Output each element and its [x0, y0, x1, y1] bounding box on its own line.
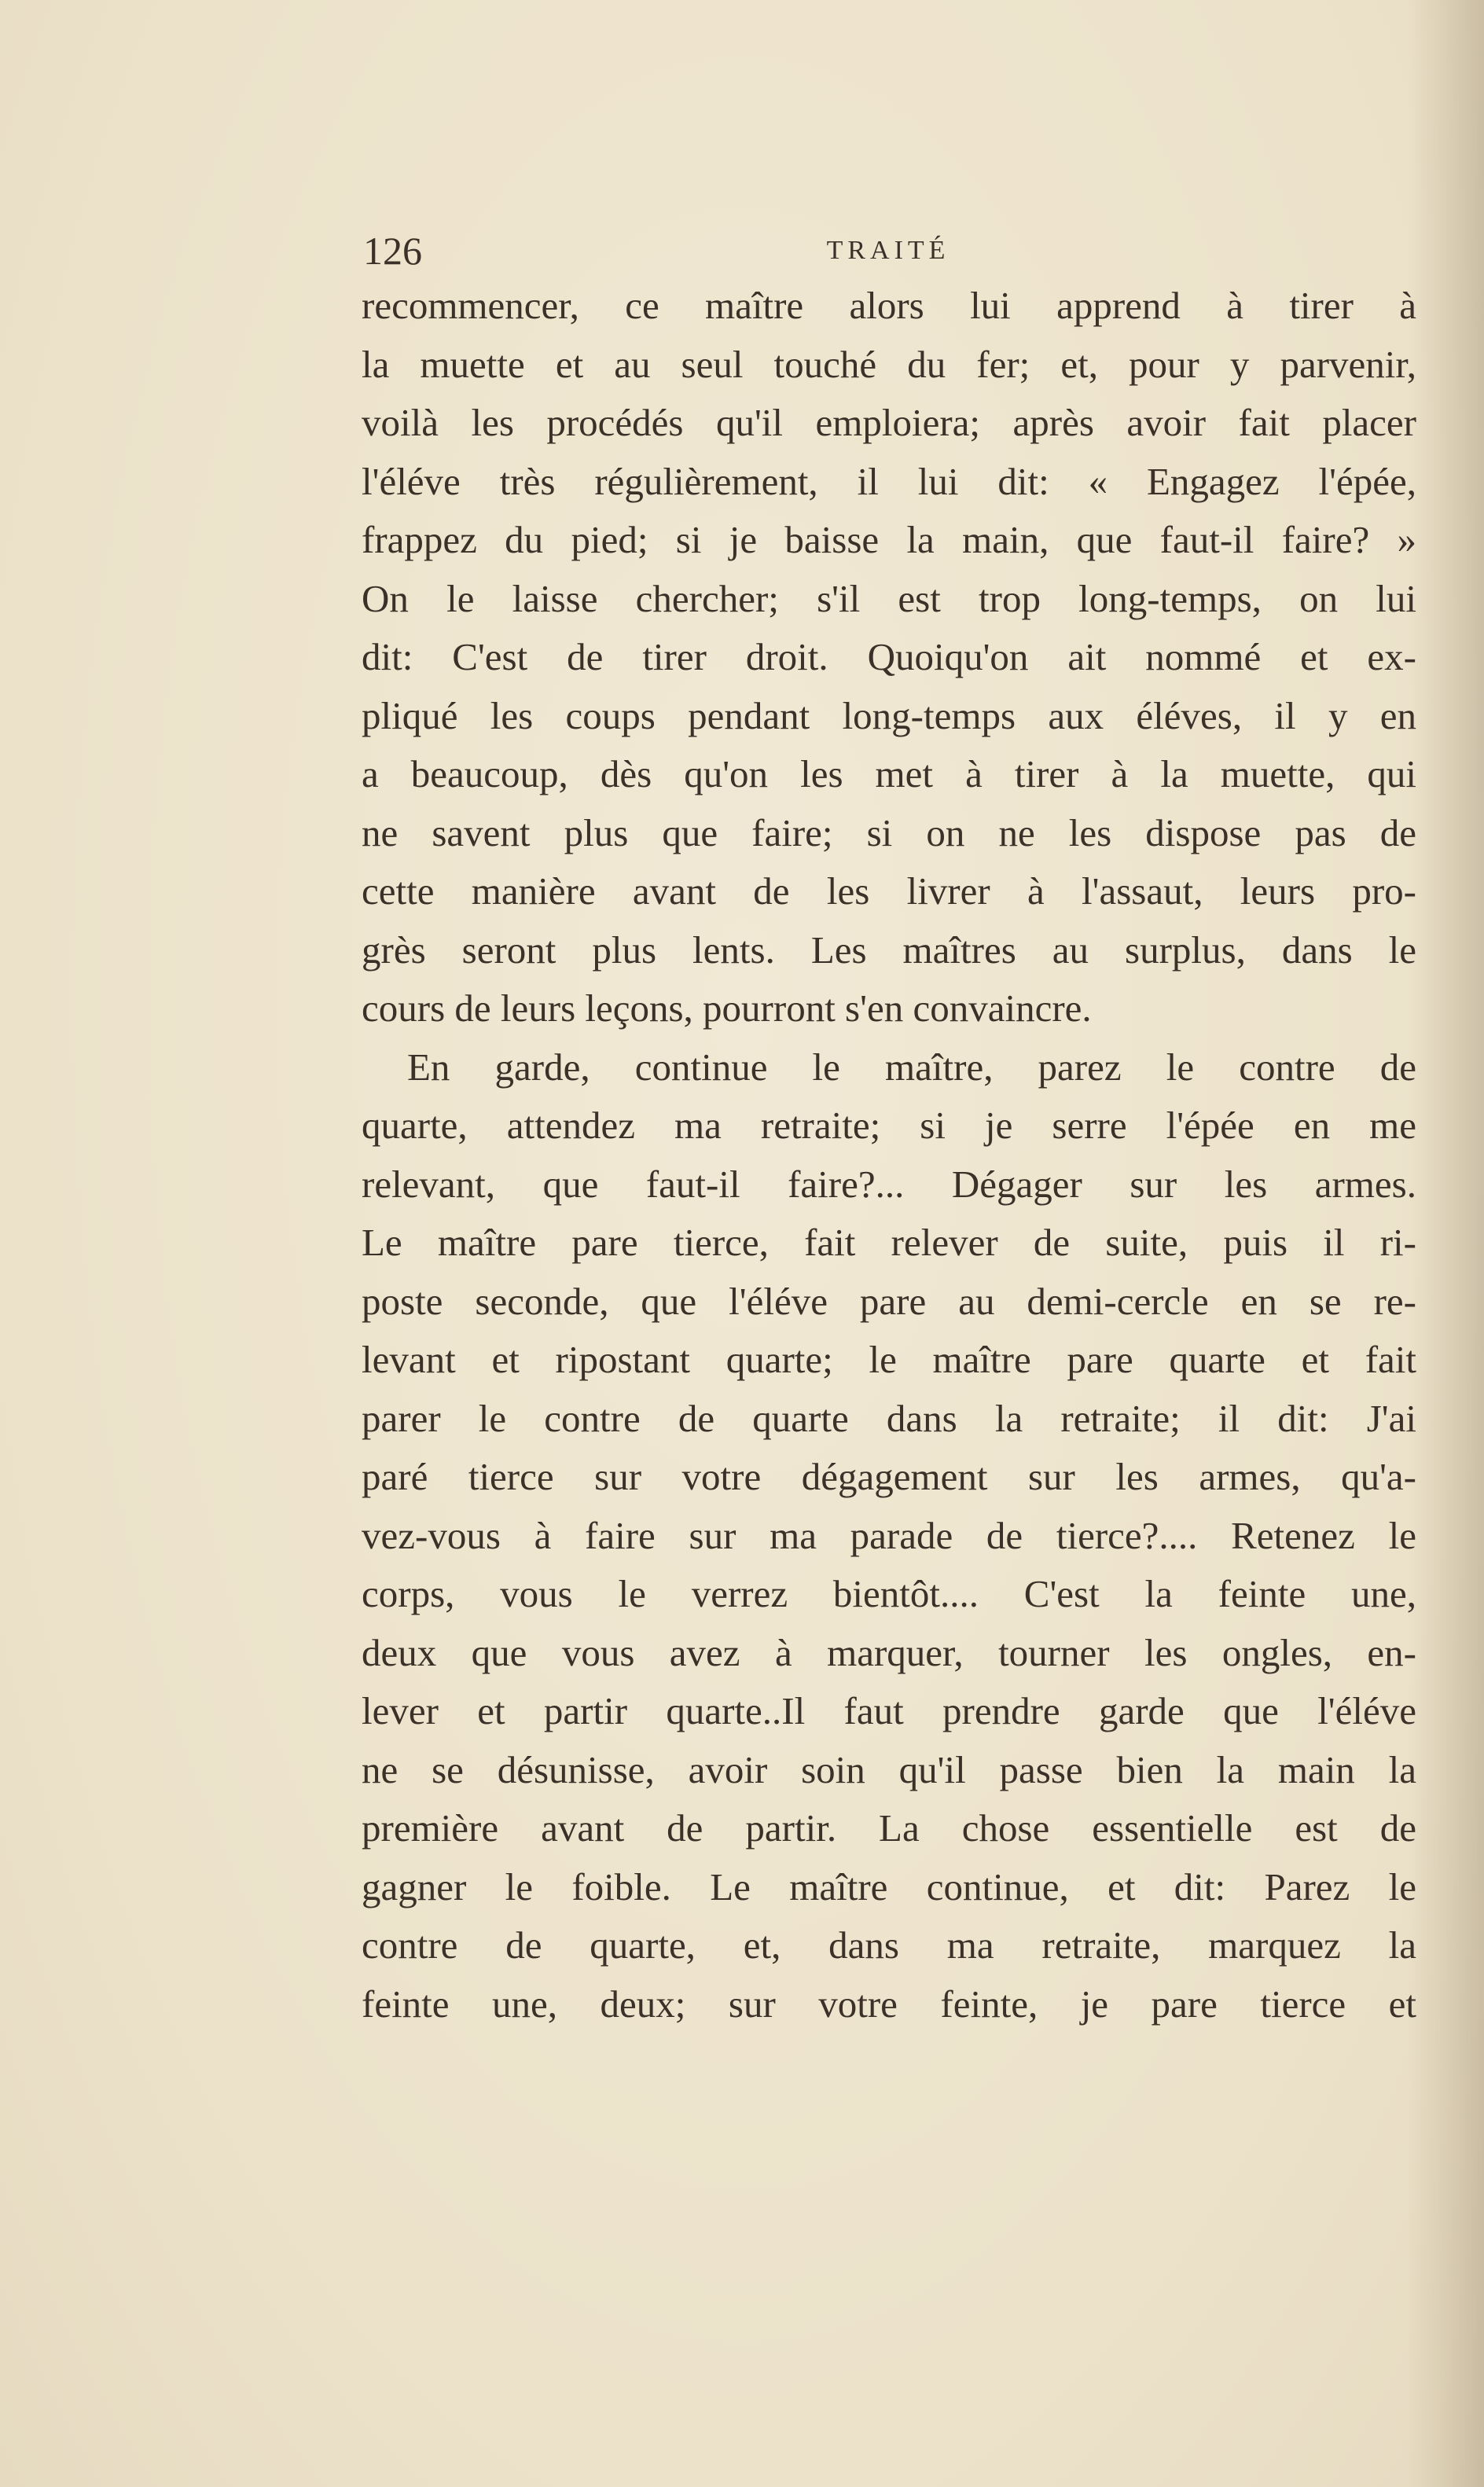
running-title: TRAITÉ [826, 236, 950, 265]
text-line: vez-vous à faire sur ma parade de tierce?.... Retenez le [362, 1513, 1416, 1557]
text-line: première avant de partir. La chose essentielle est de [362, 1806, 1416, 1850]
text-line: voilà les procédés qu'il emploiera; après avoir fait placer [362, 401, 1416, 444]
text-line: quarte, attendez ma retraite; si je serre l'épée en me [362, 1104, 1416, 1147]
text-line: gagner le foible. Le maître continue, et dit: Parez le [362, 1864, 1416, 1908]
text-line: corps, vous le verrez bientôt.... C'est la feinte une, [362, 1572, 1416, 1615]
text-line: feinte une, deux; sur votre feinte, je pare tierce et [362, 1982, 1416, 2026]
page-number: 126 [363, 229, 422, 273]
text-line: a beaucoup, dès qu'on les met à tirer à la muette, qui [362, 752, 1416, 795]
text-line: poste seconde, que l'éléve pare au demi-cercle en se re- [362, 1279, 1416, 1323]
text-line: ne se désunisse, avoir soin qu'il passe bien la main la [362, 1747, 1416, 1791]
text-line: dit: C'est de tirer droit. Quoiqu'on ait nommé et ex- [362, 635, 1416, 678]
text-line: On le laisse chercher; s'il est trop long-temps, on lui [362, 576, 1416, 620]
text-line: levant et ripostant quarte; le maître pare quarte et fait [362, 1338, 1416, 1381]
text-line: frappez du pied; si je baisse la main, que faut-il faire? » [362, 518, 1416, 561]
text-line: cours de leurs leçons, pourront s'en convaincre. [362, 986, 1092, 1030]
text-line: grès seront plus lents. Les maîtres au surplus, dans le [362, 928, 1416, 972]
text-line: deux que vous avez à marquer, tourner les ongles, en- [362, 1630, 1416, 1674]
body-text [362, 277, 1416, 2033]
text-line: parer le contre de quarte dans la retraite; il dit: J'ai [362, 1396, 1416, 1440]
text-line: lever et partir quarte..Il faut prendre garde que l'éléve [362, 1689, 1416, 1732]
text-line: l'éléve très régulièrement, il lui dit: « Engagez l'épée, [362, 459, 1416, 503]
text-line: paré tierce sur votre dégagement sur les armes, qu'a- [362, 1455, 1416, 1498]
text-line: recommencer, ce maître alors lui apprend à tirer à [362, 284, 1416, 327]
text-line: la muette et au seul touché du fer; et, pour y parvenir, [362, 342, 1416, 386]
text-line: cette manière avant de les livrer à l'assaut, leurs pro- [362, 869, 1416, 913]
text-line: Le maître pare tierce, fait relever de suite, puis il ri- [362, 1221, 1416, 1264]
text-line: ne savent plus que faire; si on ne les dispose pas de [362, 810, 1416, 854]
page-header [362, 228, 1415, 275]
text-line: pliqué les coups pendant long-temps aux éléves, il y en [362, 693, 1416, 737]
text-line: relevant, que faut-il faire?... Dégager sur les armes. [362, 1162, 1416, 1206]
text-line: contre de quarte, et, dans ma retraite, marquez la [362, 1923, 1416, 1967]
text-line: En garde, continue le maître, parez le contre de [407, 1045, 1416, 1089]
